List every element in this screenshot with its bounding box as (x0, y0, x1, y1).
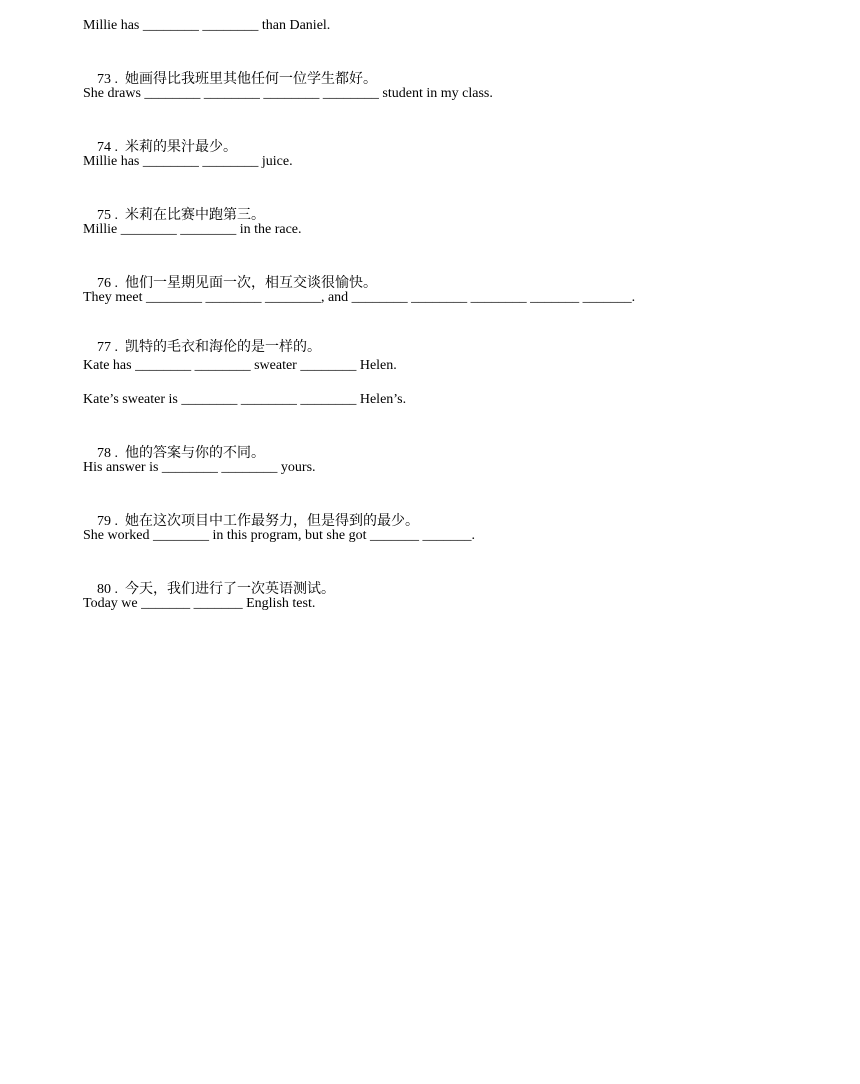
answer-line-77a: Kate has ________ ________ sweater ________ Helen. (83, 358, 397, 373)
answer-line-75: Millie ________ ________ in the race. (83, 222, 302, 237)
question-chinese: 他们一星期见面一次，相互交谈很愉快。 (125, 276, 377, 291)
answer-line-79: She worked ________ in this program, but she got _______ _______. (83, 528, 475, 543)
question-number: 80 (97, 582, 111, 597)
question-separator: . (111, 140, 125, 155)
question-separator: . (111, 340, 125, 355)
answer-line-78: His answer is ________ ________ yours. (83, 460, 316, 475)
question-number: 74 (97, 140, 111, 155)
question-chinese: 凯特的毛衣和海伦的是一样的。 (125, 340, 321, 355)
question-chinese: 今天，我们进行了一次英语测试。 (125, 582, 335, 597)
question-chinese: 她在这次项目中工作最努力，但是得到的最少。 (125, 514, 419, 529)
answer-line-76: They meet ________ ________ ________, and ________ ________ ________ _______ _______. (83, 290, 636, 305)
question-separator: . (111, 514, 125, 529)
question-number: 77 (97, 340, 111, 355)
question-number: 76 (97, 276, 111, 291)
question-separator: . (111, 582, 125, 597)
question-separator: . (111, 446, 125, 461)
answer-line-74: Millie has ________ ________ juice. (83, 154, 293, 169)
answer-line-77b: Kate’s sweater is ________ ________ ________ Helen’s. (83, 392, 407, 407)
question-chinese: 米莉在比赛中跑第三。 (125, 208, 265, 223)
answer-line-80: Today we _______ _______ English test. (83, 596, 316, 611)
question-separator: . (111, 72, 125, 87)
question-separator: . (111, 208, 125, 223)
answer-line-73: She draws ________ ________ ________ ________ student in my class. (83, 86, 493, 101)
question-chinese: 米莉的果汁最少。 (125, 140, 237, 155)
question-number: 79 (97, 514, 111, 529)
question-chinese: 他的答案与你的不同。 (125, 446, 265, 461)
question-number: 75 (97, 208, 111, 223)
question-number: 73 (97, 72, 111, 87)
question-chinese: 她画得比我班里其他任何一位学生都好。 (125, 72, 377, 87)
question-number: 78 (97, 446, 111, 461)
question-separator: . (111, 276, 125, 291)
answer-line-continuation: Millie has ________ ________ than Daniel. (83, 18, 331, 33)
